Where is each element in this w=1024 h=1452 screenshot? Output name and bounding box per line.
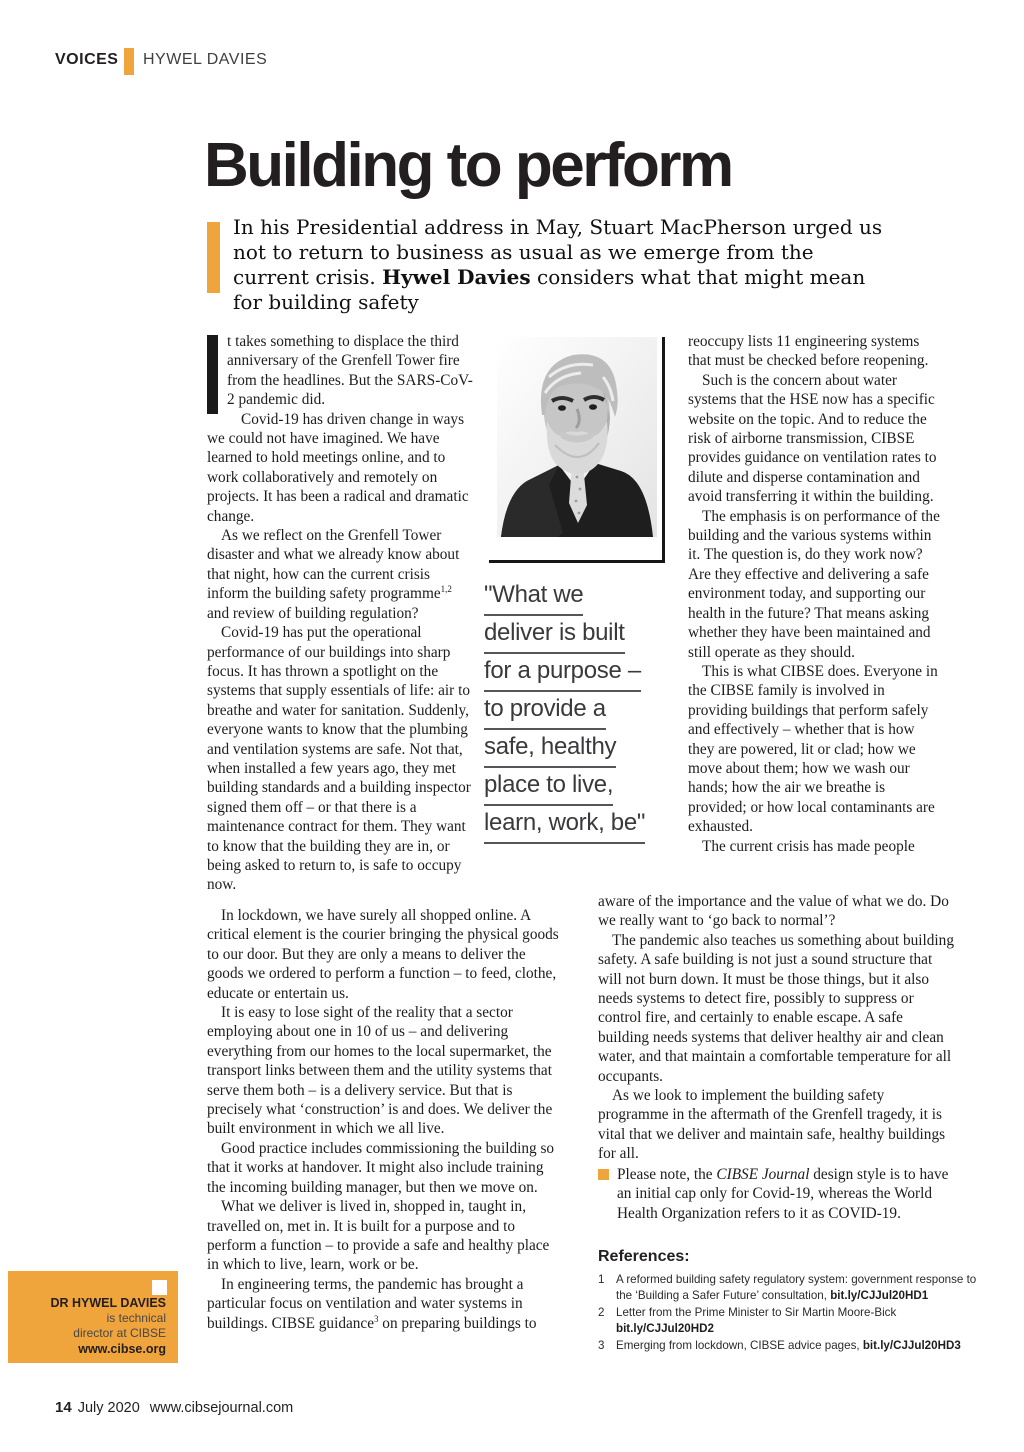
note-text: Please note, the — [617, 1165, 717, 1183]
paragraph-text: t takes something to displace the third anniversary of the Grenfell Tower fire from the headlines. But the SARS-CoV-2 pandemic did. — [227, 333, 473, 409]
paragraph-text: and review of building regulation? — [207, 604, 419, 622]
page-number: 14 — [55, 1399, 72, 1416]
paragraph: reoccupy lists 11 engineering systems that must be checked before reopening. — [688, 333, 929, 370]
paragraph: The pandemic also teaches us something about building safety. A safe building is not just a sound structure that will not burn down. It must be those things, but it also needs systems to detect fire, possibly to suppress or control fire, and certainly to enable escape. A safe building needs systems that deliver healthy air and clean water, and that maintain a comfortable temperature for all occupants. — [598, 931, 954, 1085]
paragraph — [207, 526, 473, 623]
reference-text — [616, 1272, 980, 1303]
bio-role-line: is technical — [106, 1311, 166, 1325]
reference-number: 2 — [598, 1306, 605, 1319]
author-bio-box — [8, 1271, 178, 1363]
standfirst — [233, 215, 888, 315]
reference-item — [598, 1272, 980, 1303]
issue-date: July 2020 — [77, 1400, 140, 1416]
paragraph: Such is the concern about water systems that the HSE now has a specific website on the topic. And to reduce the risk of airborne transmission, CIBSE provides guidance on ventilation rates to dilute and disperse contamination and avoid transferring it within the building. — [688, 371, 937, 506]
reference-item — [598, 1338, 980, 1354]
editor-note — [598, 1165, 954, 1223]
paragraph-text: on preparing buildings to — [378, 1314, 537, 1332]
portrait-illustration — [497, 337, 657, 537]
cibse-url-link[interactable]: www.cibse.org — [78, 1342, 166, 1356]
paragraph: What we deliver is lived in, shopped in, taught in, travelled on, met in. It is built for a purpose and to perform a function – to provide a safe and healthy place in which to live, learn, work or be. — [207, 1198, 550, 1274]
journal-url-link[interactable]: www.cibsejournal.com — [149, 1400, 294, 1416]
bio-white-square-icon — [152, 1280, 167, 1295]
paragraph: aware of the importance and the value of what we do. Do we really want to ‘go back to normal’? — [598, 893, 949, 930]
reference-body: Letter from the Prime Minister to Sir Martin Moore-Bick — [616, 1306, 897, 1319]
paragraph: The current crisis has made people — [702, 837, 915, 855]
section-label: VOICES — [55, 51, 119, 68]
reference-body: Emerging from lockdown, CIBSE advice pages, — [616, 1339, 860, 1352]
note-bullet-square-icon — [598, 1169, 609, 1180]
standfirst-accent-bar — [207, 222, 220, 293]
kicker-divider-bar — [124, 48, 134, 75]
bio-role-line: director at CIBSE — [73, 1326, 166, 1340]
reference-text — [616, 1305, 980, 1336]
column-bottom-right — [598, 892, 954, 1223]
drop-cap-letter-i — [207, 335, 218, 414]
reference-number: 1 — [598, 1273, 605, 1286]
paragraph — [207, 332, 473, 410]
paragraph-text: In engineering terms, the pandemic has brought a particular focus on ventilation and water systems in buildings. CIBSE guidance — [207, 1275, 524, 1332]
note-text: design style is to have an initial cap only for Covid-19, whereas the World Health Organization refers to it as COVID-19. — [617, 1165, 949, 1222]
page-footer — [55, 1399, 293, 1416]
paragraph: Covid-19 has driven change in ways we could not have imagined. We have learned to hold meetings online, and to work collaboratively and remotely on projects. It has been a radical and dramatic change. — [207, 410, 469, 525]
pull-quote-line: for a purpose – — [484, 658, 641, 692]
paragraph: Good practice includes commissioning the building so that it works at handover. It might also include training the incoming building manager, but then we move on. — [207, 1139, 555, 1196]
journal-title-italic: CIBSE Journal — [716, 1165, 810, 1183]
pull-quote-line: learn, work, be" — [484, 810, 645, 844]
column-bottom-left — [207, 906, 563, 1333]
pull-quote-line: safe, healthy — [484, 734, 616, 768]
pull-quote-line: to provide a — [484, 696, 606, 730]
column-1 — [207, 332, 473, 895]
references — [598, 1248, 980, 1356]
paragraph-text: As we reflect on the Grenfell Tower disaster and what we already know about that night, how can the current crisis inform the building safety programme — [207, 527, 460, 603]
paragraph: It is easy to lose sight of the reality that a sector employing about one in 10 of us – and delivering everything from our homes to the local supermarket, the transport links between them and the utility systems that serve them both – is a delivery service. But that is precisely what ‘construction’ is and does. We deliver the built environment in which we all live. — [207, 1004, 553, 1138]
footnote-marker: 3 — [373, 1313, 379, 1324]
paragraph: The emphasis is on performance of the building and the various systems within it. The question is, do they work now? Are they effective and delivering a safe environment today, and supporting our health in the future? That means asking whether they have been maintained and still operate as they should. — [688, 507, 940, 661]
footnote-marker: 1,2 — [440, 584, 452, 595]
pull-quote — [484, 582, 674, 848]
column-3 — [688, 332, 944, 856]
headline: Building to perform — [204, 131, 732, 200]
pull-quote-line: "What we — [484, 582, 583, 616]
author-name: Hywel Davies — [382, 265, 531, 289]
reference-link[interactable]: bit.ly/CJJul20HD2 — [616, 1321, 714, 1335]
reference-link[interactable]: bit.ly/CJJul20HD1 — [830, 1288, 929, 1302]
kicker-author: HYWEL DAVIES — [143, 51, 268, 68]
standfirst-text-end: considers what that might mean for building safety — [233, 265, 866, 314]
pull-quote-line: deliver is built — [484, 620, 625, 654]
reference-link[interactable]: bit.ly/CJJul20HD3 — [862, 1339, 961, 1352]
standfirst-text: In his Presidential address in May, Stuart MacPherson urged us not to return to business as usual as we emerge from the current crisis. — [233, 215, 883, 289]
portrait-photo — [497, 337, 657, 537]
reference-body: A reformed building safety regulatory system: government response to the ‘Building a Safer Future’ consultation, — [616, 1273, 977, 1302]
reference-text — [616, 1338, 980, 1354]
references-heading: References: — [598, 1248, 690, 1265]
reference-number: 3 — [598, 1339, 605, 1352]
paragraph: Covid-19 has put the operational performance of our buildings into sharp focus. It has thrown a spotlight on the systems that supply essentials of life: air to breathe and water for sanitation. Suddenly, everyone wants to know that the plumbing and ventilation systems are safe. Not that, when installed a few years ago, they met building standards and a building inspector signed them off – or that there is a maintenance contract for them. They want to know that the building they are in, or being asked to return to, is safe to occupy now. — [207, 624, 471, 894]
photo-frame-vertical-line — [662, 337, 665, 563]
photo-frame-horizontal-line — [489, 560, 665, 563]
paragraph — [207, 1275, 563, 1333]
paragraph: This is what CIBSE does. Everyone in the CIBSE family is involved in providing buildings that perform safely and effectively – whether that is how they are powered, lit or clad; how we move about them; how we wash our hands; how the air we breathe is provided; or how local contaminants are exhausted. — [688, 662, 938, 836]
paragraph: In lockdown, we have surely all shopped online. A critical element is the courier bringing the physical goods to our door. But they are only a means to deliver the goods we ordered to perform a function – to feed, clothe, educate or entertain us. — [207, 907, 559, 1002]
reference-item — [598, 1305, 980, 1336]
bio-author-name: DR HYWEL DAVIES — [50, 1296, 166, 1310]
pull-quote-line: place to live, — [484, 772, 613, 806]
paragraph: As we look to implement the building safety programme in the aftermath of the Grenfell tragedy, it is vital that we deliver and maintain safe, healthy buildings for all. — [598, 1087, 946, 1163]
